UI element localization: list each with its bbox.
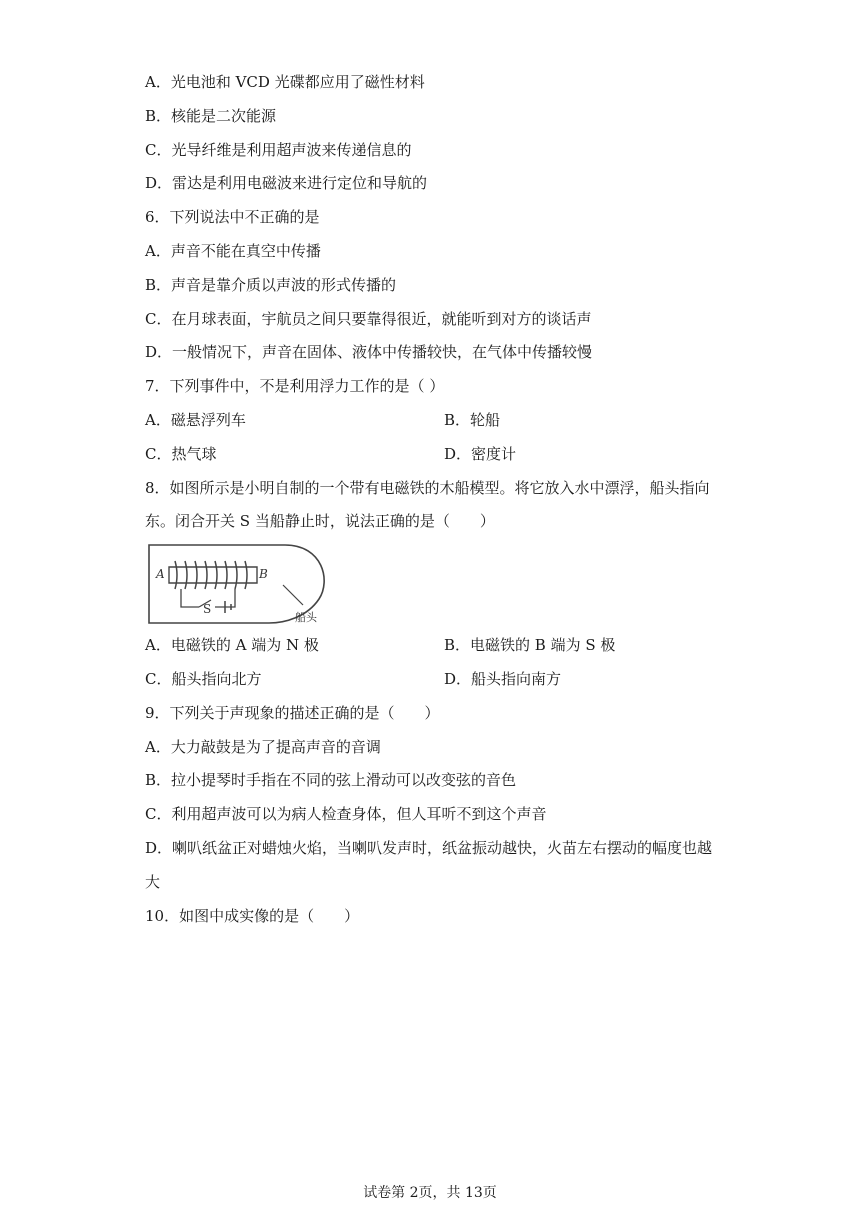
q8-stem-line2: 东。闭合开关 S 当船静止时，说法正确的是（ ）: [145, 512, 495, 530]
q7-option-d: D．密度计: [444, 445, 517, 463]
q6-option-c: C．在月球表面，宇航员之间只要靠得很近，就能听到对方的谈话声: [145, 310, 592, 328]
q7-option-c: C．热气球: [145, 445, 217, 463]
q8-stem-line1: 8．如图所示是小明自制的一个带有电磁铁的木船模型。将它放入水中漂浮，船头指向: [145, 479, 710, 497]
label-b: B: [259, 567, 268, 581]
boat-electromagnet-figure: [147, 543, 331, 627]
q9-stem: 9．下列关于声现象的描述正确的是（ ）: [145, 704, 440, 722]
q5-option-c: C．光导纤维是利用超声波来传递信息的: [145, 141, 412, 159]
q10-stem: 10．如图中成实像的是（ ）: [145, 907, 360, 925]
q6-option-d: D．一般情况下，声音在固体、液体中传播较快，在气体中传播较慢: [145, 343, 593, 361]
q5-option-b: B．核能是二次能源: [145, 107, 277, 125]
page-footer: 试卷第 2页，共 13页: [363, 1185, 497, 1201]
q7-stem: 7．下列事件中，不是利用浮力工作的是（ ）: [145, 377, 445, 395]
q8-option-c: C．船头指向北方: [145, 670, 262, 688]
label-s: S: [203, 602, 212, 616]
q6-option-b: B．声音是靠介质以声波的形式传播的: [145, 276, 397, 294]
q5-option-d: D．雷达是利用电磁波来进行定位和导航的: [145, 174, 428, 192]
q7-option-a: A．磁悬浮列车: [145, 411, 246, 429]
q9-option-a: A．大力敲鼓是为了提高声音的音调: [145, 738, 381, 756]
coil-winding: [175, 561, 247, 589]
q6-stem: 6．下列说法中不正确的是: [145, 208, 320, 226]
q8-option-a: A．电磁铁的 A 端为 N 极: [145, 636, 319, 654]
label-a: A: [156, 567, 165, 581]
q9-option-c: C．利用超声波可以为病人检查身体，但人耳听不到这个声音: [145, 805, 547, 823]
label-bow: 船头: [295, 611, 317, 624]
q5-option-a: A．光电池和 VCD 光碟都应用了磁性材料: [145, 73, 425, 91]
q9-option-b: B．拉小提琴时手指在不同的弦上滑动可以改变弦的音色: [145, 771, 517, 789]
q7-option-b: B．轮船: [444, 411, 501, 429]
q9-option-d-continuation: 大: [145, 873, 161, 891]
q9-option-d: D．喇叭纸盆正对蜡烛火焰，当喇叭发声时，纸盆振动越快，火苗左右摆动的幅度也越: [145, 839, 713, 857]
q8-option-b: B．电磁铁的 B 端为 S 极: [444, 636, 616, 654]
q6-option-a: A．声音不能在真空中传播: [145, 242, 321, 260]
q8-option-d: D．船头指向南方: [444, 670, 562, 688]
bow-pointer-line: [283, 585, 303, 605]
electromagnet-core: [169, 567, 257, 583]
